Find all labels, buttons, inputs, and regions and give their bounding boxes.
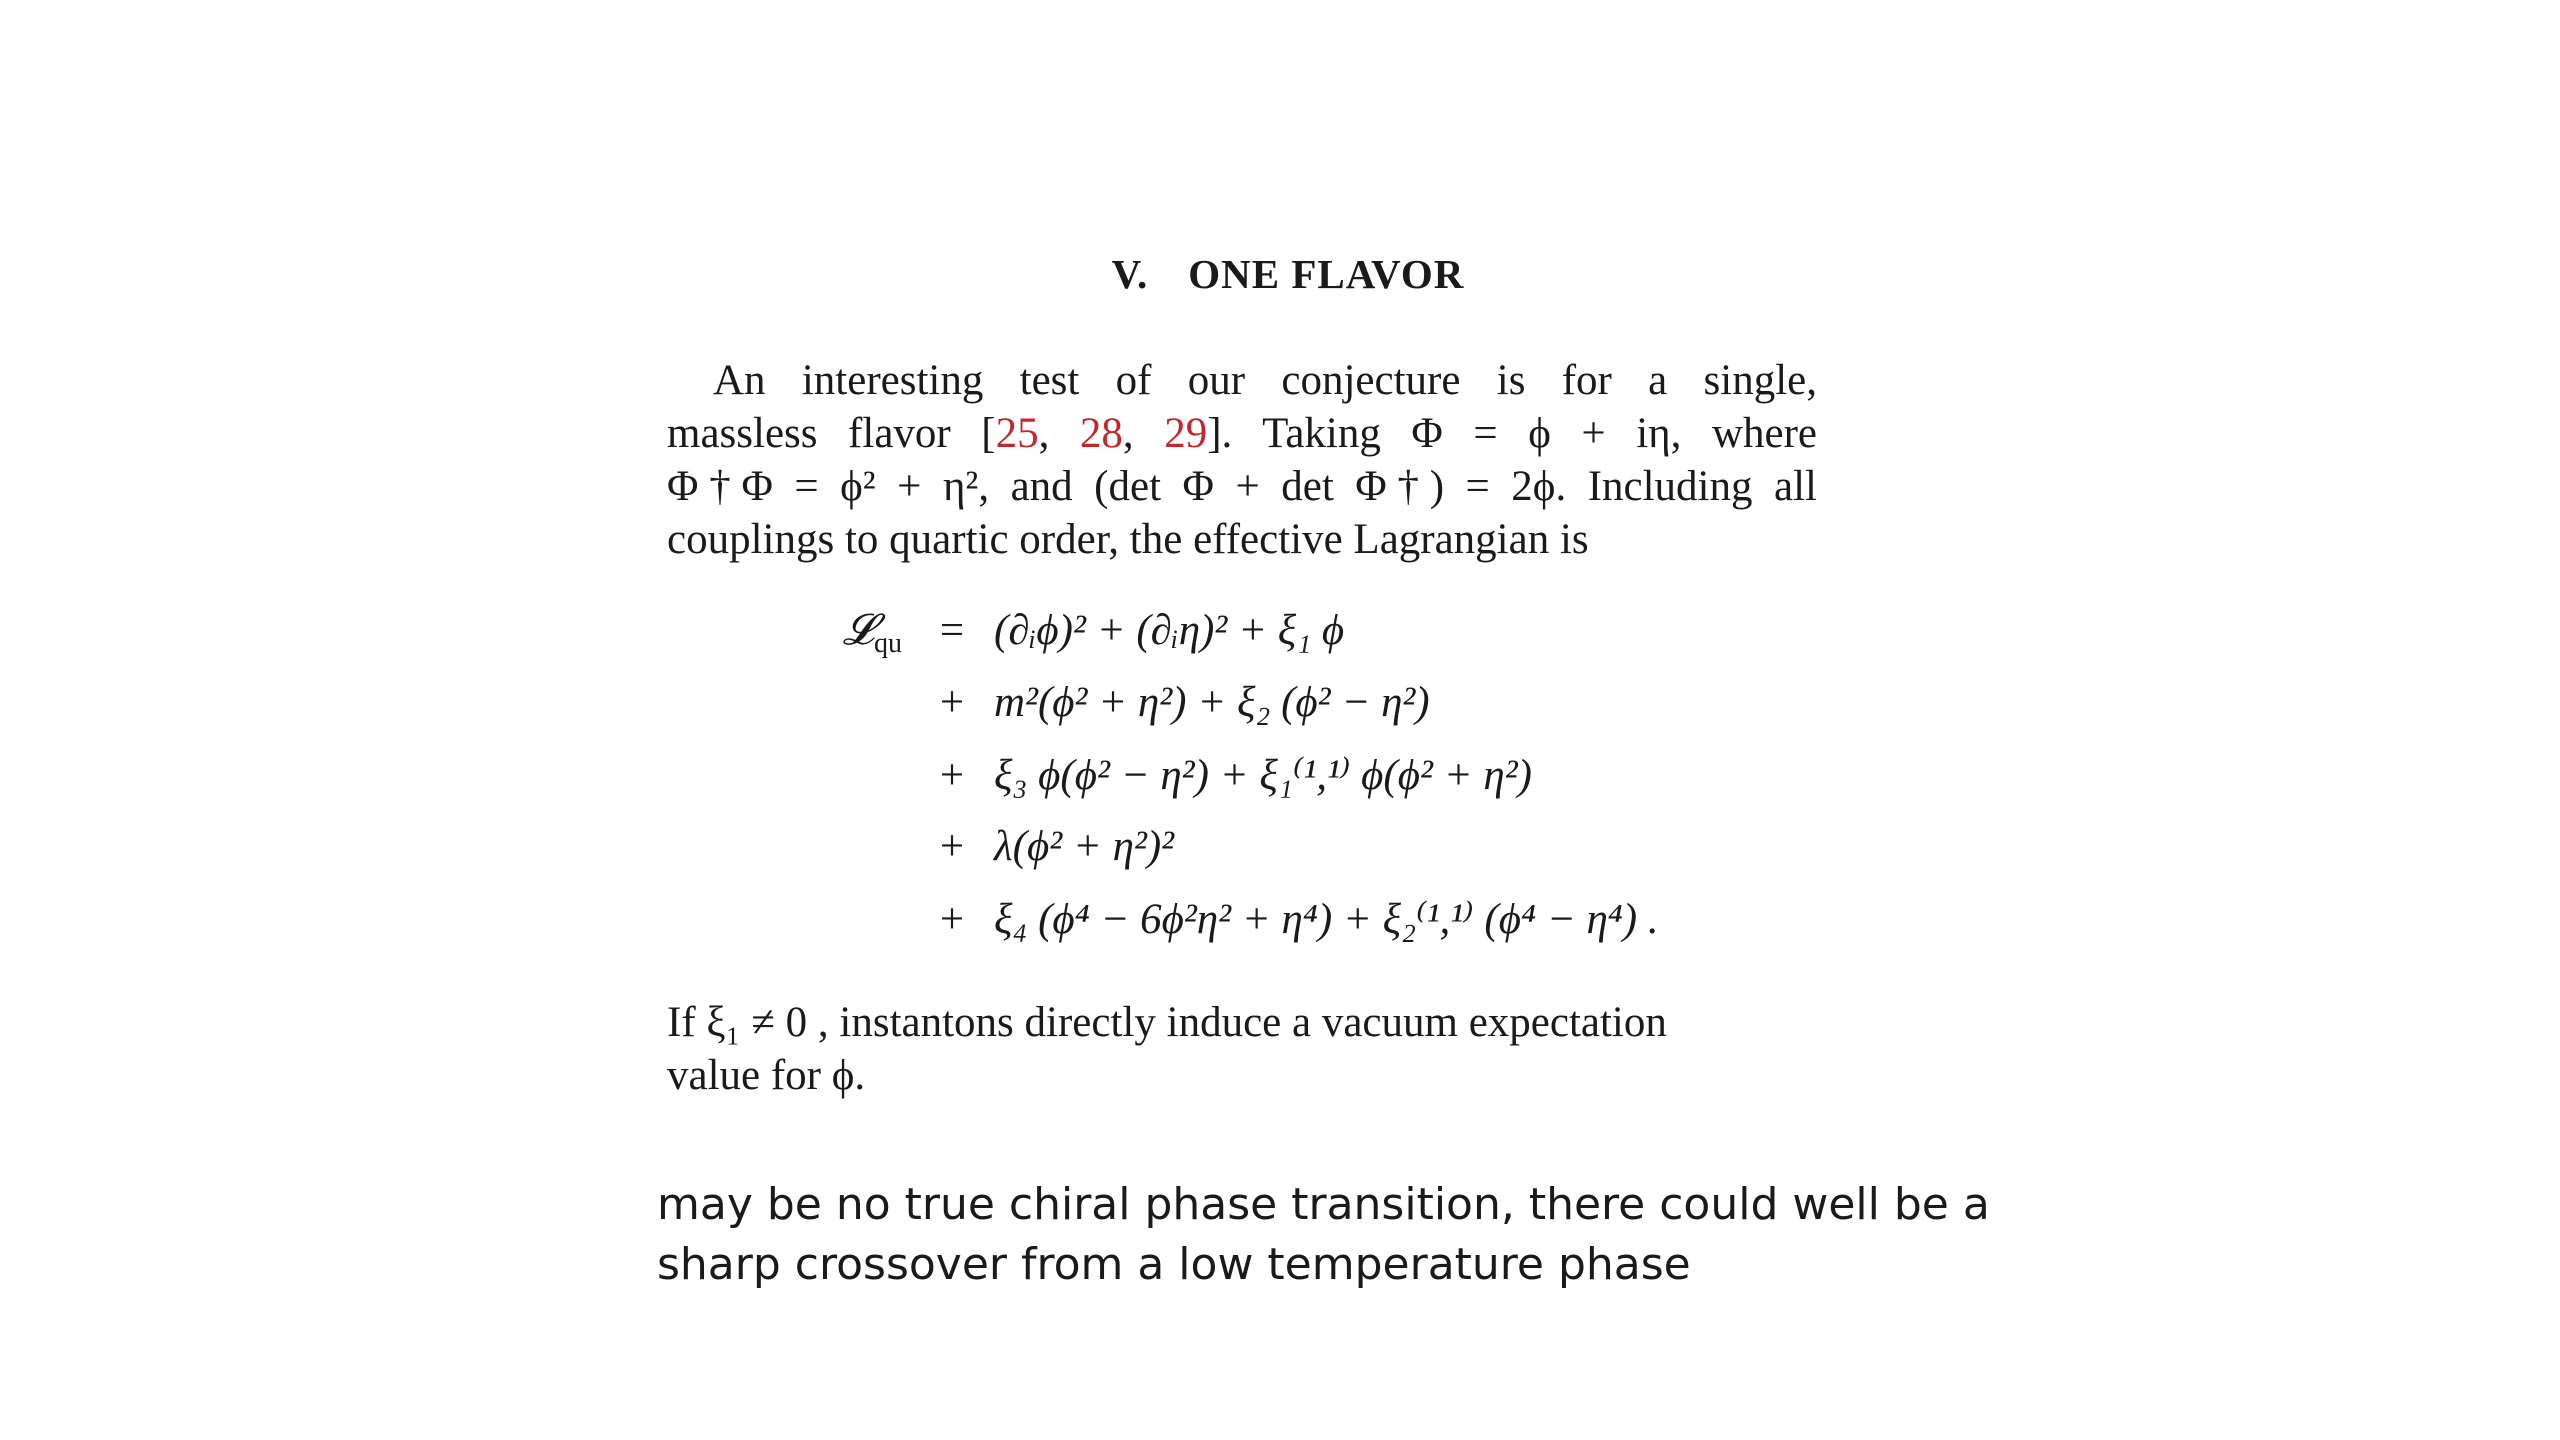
equation-row-1 — [667, 606, 1817, 678]
after-equation-paragraph — [667, 996, 1817, 1102]
lagrangian-equation — [667, 606, 1817, 966]
equation-term-1: (∂ᵢϕ)² + (∂ᵢη)² + ξ₁ ϕ — [994, 607, 1345, 654]
equation-row-4 — [667, 822, 1817, 894]
plus-sign: + — [939, 752, 965, 799]
citation-28[interactable]: 28 — [1079, 410, 1123, 457]
after-line-1: If ξ₁ ≠ 0 , instantons directly induce a vacuum expectation — [667, 999, 1667, 1046]
plus-sign: + — [939, 823, 965, 870]
caption-text — [657, 1175, 1990, 1295]
plus-sign: + — [939, 896, 965, 943]
section-number: V. — [1111, 251, 1149, 297]
equation-term-2: m²(ϕ² + η²) + ξ₂ (ϕ² − η²) — [994, 679, 1430, 726]
equation-term-5: ξ₄ (ϕ⁴ − 6ϕ²η² + η⁴) + ξ₂⁽¹,¹⁾ (ϕ⁴ − η⁴) . — [994, 896, 1659, 943]
citation-29[interactable]: 29 — [1164, 410, 1208, 457]
intro-line-1: An interesting test of our conjecture is for a single, — [713, 357, 1817, 404]
equation-lhs: 𝓛$_{qu}$ — [842, 607, 902, 659]
equation-row-3 — [667, 750, 1817, 822]
citation-25[interactable]: 25 — [995, 410, 1039, 457]
section-heading — [667, 250, 1817, 298]
equation-term-4: λ(ϕ² + η²)² — [994, 823, 1175, 870]
caption-line-2: sharp crossover from a low temperature phase — [657, 1239, 1691, 1290]
paper-excerpt — [667, 250, 1817, 1102]
equation-term-3: ξ₃ ϕ(ϕ² − η²) + ξ₁⁽¹,¹⁾ ϕ(ϕ² + η²) — [994, 752, 1532, 799]
equals-sign: = — [939, 607, 965, 654]
intro-line-2: massless flavor [25, 28, 29]. Taking Φ = ϕ + iη, where — [667, 410, 1818, 457]
intro-paragraph — [667, 354, 1817, 566]
caption-line-1: may be no true chiral phase transition, there could well be a — [657, 1179, 1990, 1230]
after-line-2: value for ϕ. — [667, 1052, 866, 1099]
equation-row-2 — [667, 678, 1817, 750]
plus-sign: + — [939, 679, 965, 726]
equation-row-5 — [667, 894, 1817, 966]
intro-line-4: couplings to quartic order, the effective Lagrangian is — [667, 516, 1589, 563]
intro-line-3: Φ†Φ = ϕ² + η², and (det Φ + det Φ†) = 2ϕ. Including all — [667, 463, 1817, 510]
section-title: ONE FLAVOR — [1188, 251, 1465, 297]
